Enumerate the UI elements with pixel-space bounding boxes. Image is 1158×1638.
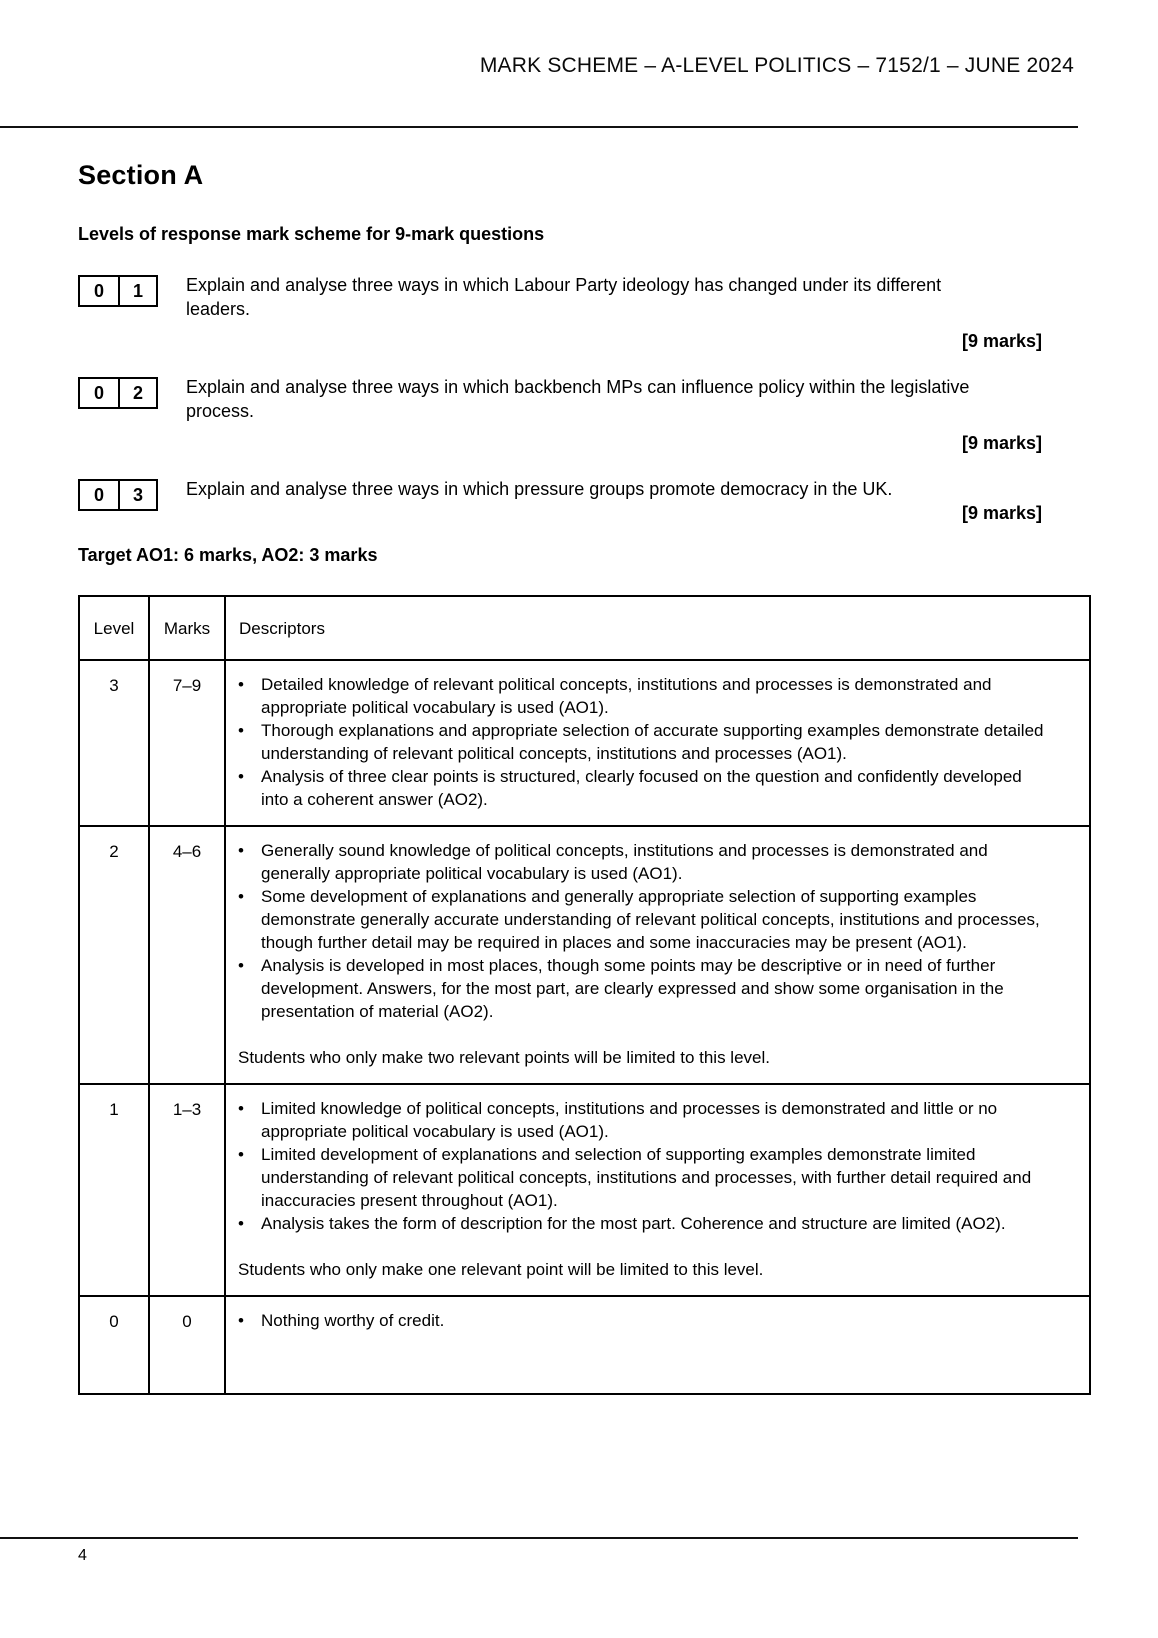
question-number-box bbox=[78, 479, 158, 511]
question-number-digit: 0 bbox=[93, 484, 104, 505]
level-value: 2 bbox=[79, 826, 149, 1084]
descriptor-list bbox=[238, 673, 1047, 811]
column-header-descriptors: Descriptors bbox=[225, 596, 1090, 660]
column-header-marks: Marks bbox=[149, 596, 225, 660]
question-body bbox=[186, 375, 1042, 455]
column-header-level: Level bbox=[79, 596, 149, 660]
descriptors-cell bbox=[225, 1296, 1090, 1394]
question-text: Explain and analyse three ways in which pressure groups promote democracy in the UK. bbox=[186, 479, 893, 499]
question-number-digit: 0 bbox=[93, 280, 104, 301]
descriptor-bullet: • Limited development of explanations and selection of supporting examples demonstrate limited understanding of relevant political concepts, institutions and processes, with further detail required and inaccuracies present throughout (AO1). bbox=[238, 1143, 1047, 1212]
mark-scheme-table bbox=[78, 595, 1091, 1395]
level-value: 0 bbox=[79, 1296, 149, 1394]
table-header-row bbox=[79, 596, 1090, 660]
levels-subtitle: Levels of response mark scheme for 9-mark questions bbox=[78, 224, 545, 244]
level-value: 1 bbox=[79, 1084, 149, 1296]
page-number: 4 bbox=[78, 1547, 87, 1564]
table-row-level-3 bbox=[79, 660, 1090, 826]
level-note: Students who only make two relevant points will be limited to this level. bbox=[238, 1048, 770, 1067]
descriptor-bullet: • Analysis is developed in most places, though some points may be descriptive or in need of further development. Answers, for the most part, are clearly expressed and show some organisation in the presentation of material (AO2). bbox=[238, 954, 1047, 1023]
marks-range: 7–9 bbox=[149, 660, 225, 826]
descriptor-bullet: • Generally sound knowledge of political concepts, institutions and processes is demonstrated and generally appropriate political vocabulary is used (AO1). bbox=[238, 839, 1047, 885]
descriptor-list bbox=[238, 1309, 1047, 1332]
level-note: Students who only make one relevant point will be limited to this level. bbox=[238, 1260, 764, 1279]
footer-rule bbox=[0, 1537, 1078, 1539]
descriptor-bullet: • Nothing worthy of credit. bbox=[238, 1309, 1047, 1332]
descriptor-bullet: • Limited knowledge of political concepts, institutions and processes is demonstrated and little or no appropriate political vocabulary is used (AO1). bbox=[238, 1097, 1047, 1143]
content bbox=[78, 160, 1086, 1395]
question-number-box bbox=[78, 377, 158, 409]
table-row-level-0 bbox=[79, 1296, 1090, 1394]
question-body bbox=[186, 477, 1042, 525]
header-rule bbox=[0, 126, 1078, 128]
question-03 bbox=[78, 477, 1086, 525]
question-text: Explain and analyse three ways in which Labour Party ideology has changed under its different leaders. bbox=[186, 275, 942, 319]
descriptor-bullet: • Thorough explanations and appropriate selection of accurate supporting examples demonstrate detailed understanding of relevant political concepts, institutions and processes (AO1). bbox=[238, 719, 1047, 765]
question-text: Explain and analyse three ways in which backbench MPs can influence policy within the legislative process. bbox=[186, 377, 970, 421]
descriptors-cell bbox=[225, 826, 1090, 1084]
marks-range: 4–6 bbox=[149, 826, 225, 1084]
question-number-box bbox=[78, 275, 158, 307]
marks-range: 0 bbox=[149, 1296, 225, 1394]
descriptor-list bbox=[238, 1097, 1047, 1235]
question-body bbox=[186, 273, 1042, 353]
question-number-digit: 2 bbox=[118, 379, 156, 407]
marks-range: 1–3 bbox=[149, 1084, 225, 1296]
question-01 bbox=[78, 273, 1086, 353]
descriptor-bullet: • Analysis of three clear points is structured, clearly focused on the question and confidently developed into a coherent answer (AO2). bbox=[238, 765, 1047, 811]
question-02 bbox=[78, 375, 1086, 455]
descriptor-bullet: • Analysis takes the form of description for the most part. Coherence and structure are limited (AO2). bbox=[238, 1212, 1047, 1235]
table-row-level-2 bbox=[79, 826, 1090, 1084]
descriptors-cell bbox=[225, 660, 1090, 826]
descriptor-bullet: • Some development of explanations and generally appropriate selection of supporting examples demonstrate generally accurate understanding of relevant political concepts, institutions and processes, though further detail may be required in places and some inaccuracies may be present (AO1). bbox=[238, 885, 1047, 954]
table-row-level-1 bbox=[79, 1084, 1090, 1296]
question-number-digit: 3 bbox=[118, 481, 156, 509]
page-header-title: MARK SCHEME – A-LEVEL POLITICS – 7152/1 – JUNE 2024 bbox=[479, 54, 1074, 77]
question-number-digit: 0 bbox=[93, 382, 104, 403]
descriptor-bullet: • Detailed knowledge of relevant political concepts, institutions and processes is demonstrated and appropriate political vocabulary is used (AO1). bbox=[238, 673, 1047, 719]
question-number-digit: 1 bbox=[118, 277, 156, 305]
target-line: Target AO1: 6 marks, AO2: 3 marks bbox=[78, 545, 378, 565]
section-title: Section A bbox=[78, 160, 204, 190]
descriptor-list bbox=[238, 839, 1047, 1023]
question-marks: [9 marks] bbox=[961, 433, 1042, 453]
question-marks: [9 marks] bbox=[961, 331, 1042, 351]
question-marks: [9 marks] bbox=[961, 503, 1042, 523]
level-value: 3 bbox=[79, 660, 149, 826]
descriptors-cell bbox=[225, 1084, 1090, 1296]
